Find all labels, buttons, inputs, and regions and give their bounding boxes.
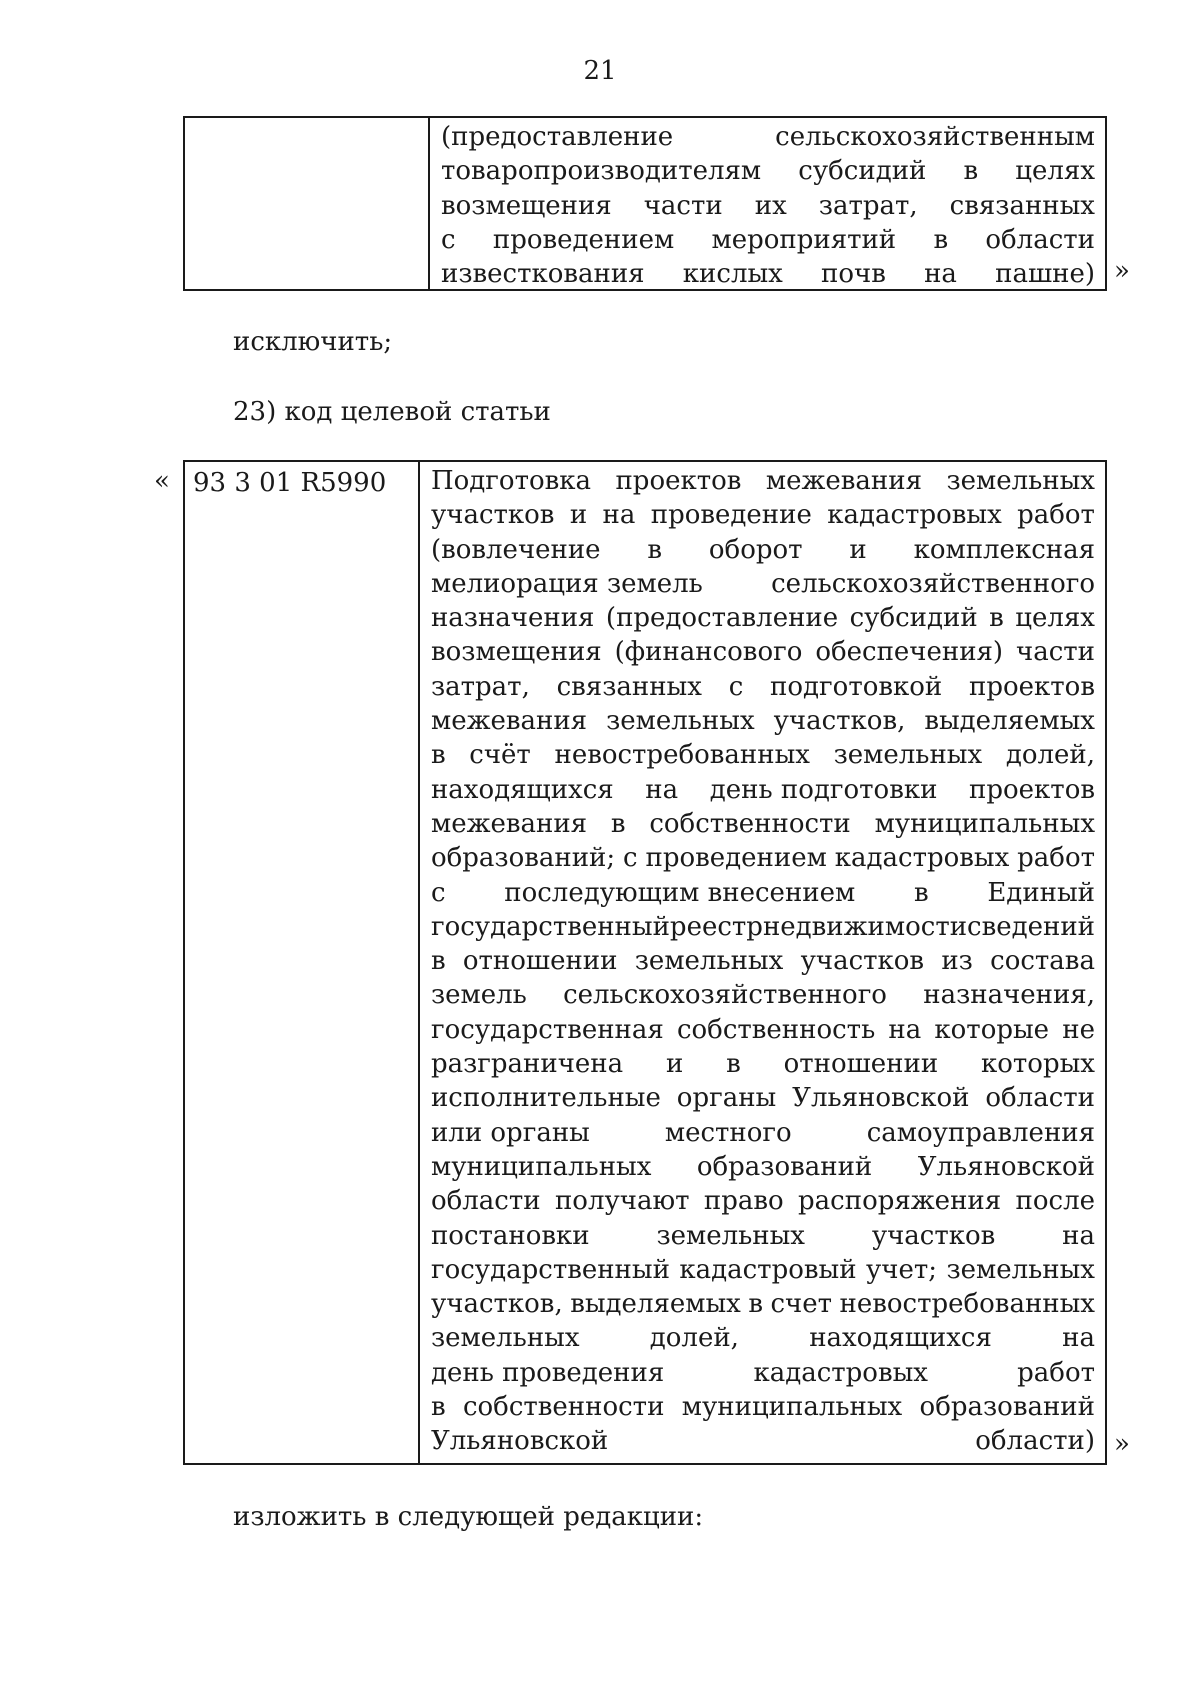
description-word: образований [696, 1151, 873, 1182]
description-word: не [1062, 1014, 1095, 1045]
description-line [431, 670, 1095, 704]
description-word: в [726, 1049, 741, 1080]
description-word: местного [664, 1117, 792, 1148]
description-word: распоряжения [798, 1186, 1002, 1217]
description-word: субсидий [798, 156, 927, 187]
description-line [441, 154, 1095, 188]
description-word: возмещения [430, 637, 602, 668]
description-word: кадастровых [753, 1357, 928, 1388]
description-word: связанных [556, 671, 702, 702]
description-word: и [849, 534, 867, 565]
description-word: последующим внесением [504, 877, 856, 908]
description-word: межевания [430, 706, 588, 737]
description-word: земель [430, 980, 527, 1011]
description-word: отношении [462, 946, 618, 977]
description-word: области [985, 224, 1095, 255]
description-word: кадастровый [679, 1254, 857, 1285]
description-word: в [989, 603, 1004, 634]
description-word: в [647, 534, 663, 565]
state-instruction: изложить в следующей редакции: [233, 1502, 704, 1532]
description-word: земельных [606, 706, 755, 737]
description-line [431, 1116, 1095, 1150]
description-line [431, 1081, 1095, 1115]
description-word: Подготовка [430, 466, 592, 496]
description-word: (предоставление [441, 122, 674, 152]
description-line [431, 1390, 1095, 1424]
description-word: земельных [634, 946, 784, 977]
description-word: и [665, 1049, 684, 1080]
description-word: выделяемых [570, 1289, 741, 1320]
description-word: государственная [430, 1014, 664, 1045]
description-word: состава [990, 946, 1095, 977]
description-line [431, 567, 1095, 601]
description-word: день проведения [430, 1357, 665, 1388]
description-line [431, 876, 1095, 910]
description-word: собственности [462, 1392, 665, 1423]
description-word: товаропроизводителям [441, 156, 762, 187]
description-word: учет; [865, 1254, 937, 1285]
description-word: (предоставление [605, 603, 839, 634]
description-line [441, 120, 1095, 154]
description-word: межевания [765, 466, 922, 496]
description-word: недвижимости [762, 911, 968, 942]
description-word: возмещения [441, 190, 612, 221]
description-word: исполнительные [430, 1083, 661, 1114]
description-word: обеспечения) [815, 637, 1004, 668]
description-word: в [610, 808, 626, 839]
description-word: получают [554, 1186, 690, 1217]
description-word: мелиорация земель [430, 568, 703, 599]
description-word: после [1015, 1186, 1095, 1217]
description-word: проектов [969, 671, 1095, 702]
description-line [431, 601, 1095, 635]
description-line [441, 189, 1095, 223]
target-article-table [183, 460, 1107, 1465]
description-word: муниципальных [681, 1392, 903, 1423]
description-word: сельскохозяйственным [775, 122, 1095, 152]
target-article-table-continued [183, 116, 1107, 291]
description-word: кадастровых [827, 500, 1002, 531]
page-number: 21 [583, 56, 617, 86]
description-word: самоуправления [866, 1117, 1095, 1148]
description-word: межевания [430, 808, 588, 839]
code-cell [185, 118, 430, 289]
description-word: земельных [946, 1254, 1095, 1285]
description-word: в [430, 946, 446, 977]
description-word: государственный [430, 1254, 670, 1285]
description-word: и [569, 500, 588, 531]
description-word: отношении [783, 1049, 939, 1080]
item-23-heading: 23) код целевой статьи [233, 397, 551, 427]
description-word: участков, [773, 706, 906, 737]
description-word: на [1062, 1220, 1095, 1251]
description-word: проведение [650, 500, 812, 531]
description-word: мероприятий [711, 224, 897, 255]
description-word: органы [676, 1083, 777, 1114]
closing-quote: » [1114, 256, 1130, 286]
closing-quote: » [1114, 1429, 1130, 1459]
description-line [431, 1424, 1095, 1458]
description-line [431, 704, 1095, 738]
description-word: затрат, [818, 190, 918, 221]
description-word: с [728, 671, 744, 702]
description-line [431, 1150, 1095, 1184]
description-word: образований; [430, 843, 616, 874]
description-word: проведением [645, 843, 827, 874]
exclude-instruction: исключить; [233, 327, 393, 357]
description-word: государственный [430, 911, 670, 942]
description-word: в [430, 1392, 446, 1423]
description-word: на [645, 774, 679, 805]
description-word: находящихся [430, 774, 614, 805]
description-word: области [430, 1186, 541, 1217]
description-word: день подготовки [709, 774, 938, 805]
description-line [431, 738, 1095, 772]
description-line [431, 1013, 1095, 1047]
description-line [431, 944, 1095, 978]
description-word: невостребованных [839, 1289, 1095, 1320]
description-word: на [602, 500, 636, 531]
description-word: на [888, 1014, 922, 1045]
description-line [431, 807, 1095, 841]
description-word: сведений [967, 911, 1095, 942]
description-word: Единый [987, 877, 1095, 908]
description-word: сельскохозяйственного [563, 980, 887, 1011]
description-line [431, 498, 1095, 532]
description-word: земельных [946, 466, 1095, 496]
description-word: которые [934, 1014, 1050, 1045]
description-word: работ [1017, 1357, 1095, 1388]
description-word: их [754, 190, 787, 221]
description-word: из [941, 946, 973, 977]
description-line [431, 1219, 1095, 1253]
description-word: целях [1015, 156, 1095, 187]
description-word: невостребованных [554, 740, 810, 771]
description-word: целях [1015, 603, 1095, 634]
description-line [431, 635, 1095, 669]
description-word: находящихся [809, 1323, 992, 1354]
description-word: участков [871, 1220, 996, 1251]
description-word: оборот [708, 534, 803, 565]
description-word: части [643, 190, 723, 221]
description-word: проектов [615, 466, 742, 496]
description-line [431, 1287, 1095, 1321]
description-line [431, 910, 1095, 944]
description-word: (финансового [614, 637, 803, 668]
description-word: собственности [649, 808, 851, 839]
description-word: участков, [430, 1289, 563, 1320]
description-word: участков [430, 500, 555, 531]
description-word: в [963, 156, 979, 187]
description-word: постановки [430, 1220, 590, 1251]
description-word: земельных [833, 740, 983, 771]
description-word: связанных [949, 190, 1095, 221]
description-cell [420, 462, 1105, 1463]
description-word: земельных [430, 1323, 580, 1354]
description-word: счёт [469, 740, 531, 771]
description-word: долей, [649, 1323, 739, 1354]
description-word: Ульяновской [792, 1083, 970, 1114]
description-word: затрат, [430, 671, 530, 702]
description-word: Ульяновской [917, 1151, 1095, 1182]
description-word: или органы [430, 1117, 590, 1148]
description-word: с [430, 877, 446, 908]
description-word: (вовлечение [430, 534, 601, 565]
description-word: муниципальных [430, 1151, 652, 1182]
description-word: проектов [969, 774, 1095, 805]
opening-quote: « [154, 466, 170, 496]
description-line [441, 223, 1095, 257]
description-line [431, 533, 1095, 567]
description-word: части [1016, 637, 1095, 668]
description-word: в [933, 224, 949, 255]
description-word: с [623, 843, 638, 874]
description-word: реестр [669, 911, 763, 942]
description-word: муниципальных [874, 808, 1095, 839]
description-word: выделяемых [924, 706, 1095, 737]
description-line [431, 464, 1095, 498]
description-word: право [703, 1186, 784, 1217]
description-word: земельных [656, 1220, 805, 1251]
description-word: в [913, 877, 929, 908]
description-word: долей, [1005, 740, 1095, 771]
description-word: собственность [676, 1014, 876, 1045]
description-line [431, 773, 1095, 807]
description-word: Ульяновской области) [430, 1426, 1095, 1457]
description-word: с [441, 224, 456, 255]
description-word: кадастровых [834, 843, 1010, 874]
description-word: области [985, 1083, 1095, 1114]
description-word: известкования кислых почв на пашне) [441, 259, 1095, 290]
description-word: подготовкой [770, 671, 943, 702]
description-word: счет [770, 1289, 833, 1320]
description-word: участков [800, 946, 925, 977]
description-word: субсидий [849, 603, 978, 634]
description-word: которых [981, 1049, 1095, 1080]
code-cell: 93 3 01 R5990 [185, 462, 420, 1463]
description-word: в [430, 740, 446, 771]
description-word: работ [1017, 843, 1095, 874]
description-word: работ [1017, 500, 1095, 531]
description-line [431, 1356, 1095, 1390]
description-word: на [1062, 1323, 1095, 1354]
description-word: образований [919, 1392, 1095, 1423]
description-word: проведением [492, 224, 675, 255]
description-word: комплексная [913, 534, 1095, 565]
description-line [431, 1253, 1095, 1287]
description-line [431, 978, 1095, 1012]
description-line [441, 257, 1095, 291]
description-line [431, 841, 1095, 875]
description-line [431, 1184, 1095, 1218]
description-word: разграничена [430, 1049, 624, 1080]
description-word: в [748, 1289, 763, 1320]
description-line [431, 1321, 1095, 1355]
description-word: назначения, [923, 980, 1095, 1011]
description-word: сельскохозяйственного [771, 568, 1095, 599]
description-line [431, 1047, 1095, 1081]
description-word: назначения [430, 603, 595, 634]
description-cell [430, 118, 1105, 289]
